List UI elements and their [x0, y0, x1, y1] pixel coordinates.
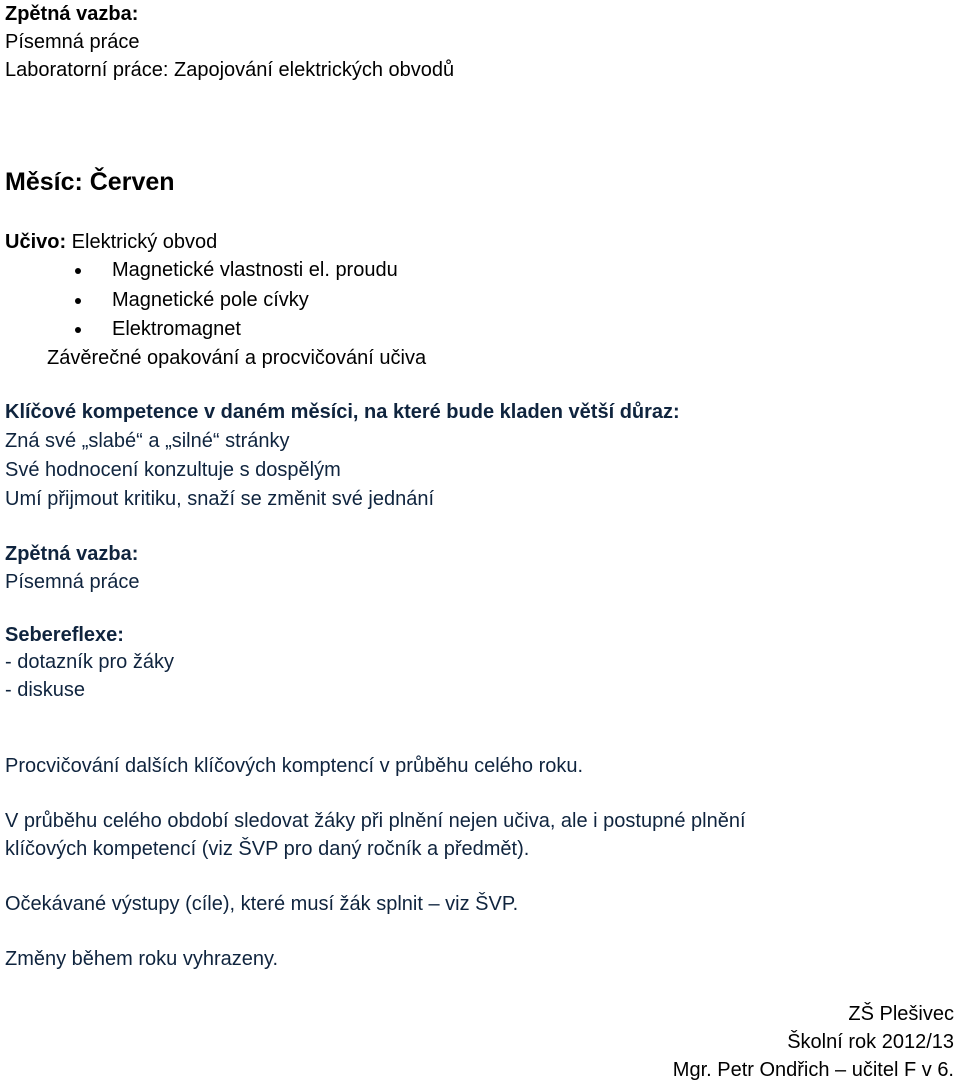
practice-note: Procvičování dalších klíčových komptencí v průběhu celého roku. [5, 755, 584, 777]
competences-heading: Klíčové kompetence v daném měsíci, na které bude kladen větší důraz: [5, 401, 680, 423]
bullet-icon [75, 268, 81, 274]
reflection-item: - dotazník pro žáky [5, 651, 174, 673]
changes-note: Změny během roku vyhrazeny. [5, 948, 279, 970]
reflection-heading: Sebereflexe: [5, 624, 124, 646]
competence-item: Své hodnocení konzultuje s dospělým [5, 459, 341, 481]
teacher-signature: Mgr. Petr Ondřich – učitel F v 6. [672, 1059, 954, 1081]
feedback-value-top: Písemná práce [5, 31, 140, 53]
bullet-icon [75, 298, 81, 304]
list-item-text: Magnetické pole cívky [112, 289, 309, 311]
bullet-icon [75, 327, 81, 333]
month-heading: Měsíc: Červen [5, 168, 175, 196]
list-item-text: Elektromagnet [112, 318, 241, 340]
feedback-value: Písemná práce [5, 571, 140, 593]
school-year: Školní rok 2012/13 [787, 1031, 954, 1053]
competence-item: Zná své „slabé“ a „silné“ stránky [5, 430, 290, 452]
list-item-text: Magnetické vlastnosti el. proudu [112, 259, 398, 281]
lab-work-line: Laboratorní práce: Zapojování elektrických obvodů [5, 59, 455, 81]
monitor-note-line-1: V průběhu celého období sledovat žáky při plnění nejen učiva, ale i postupné plnění [5, 810, 746, 832]
ucivo-value: Elektrický obvod [66, 231, 218, 253]
ucivo-summary: Závěrečné opakování a procvičování učiva [47, 347, 427, 369]
competence-item: Umí přijmout kritiku, snaží se změnit své jednání [5, 488, 435, 510]
monitor-note-line-2: klíčových kompetencí (viz ŠVP pro daný ročník a předmět). [5, 838, 530, 860]
feedback-heading-top: Zpětná vazba: [5, 3, 139, 25]
school-name: ZŠ Plešivec [848, 1003, 954, 1025]
outcomes-note: Očekávané výstupy (cíle), které musí žák splnit – viz ŠVP. [5, 893, 519, 915]
ucivo-line [5, 228, 217, 256]
feedback-heading: Zpětná vazba: [5, 543, 139, 565]
ucivo-label: Učivo: [5, 231, 67, 253]
reflection-item: - diskuse [5, 679, 86, 701]
